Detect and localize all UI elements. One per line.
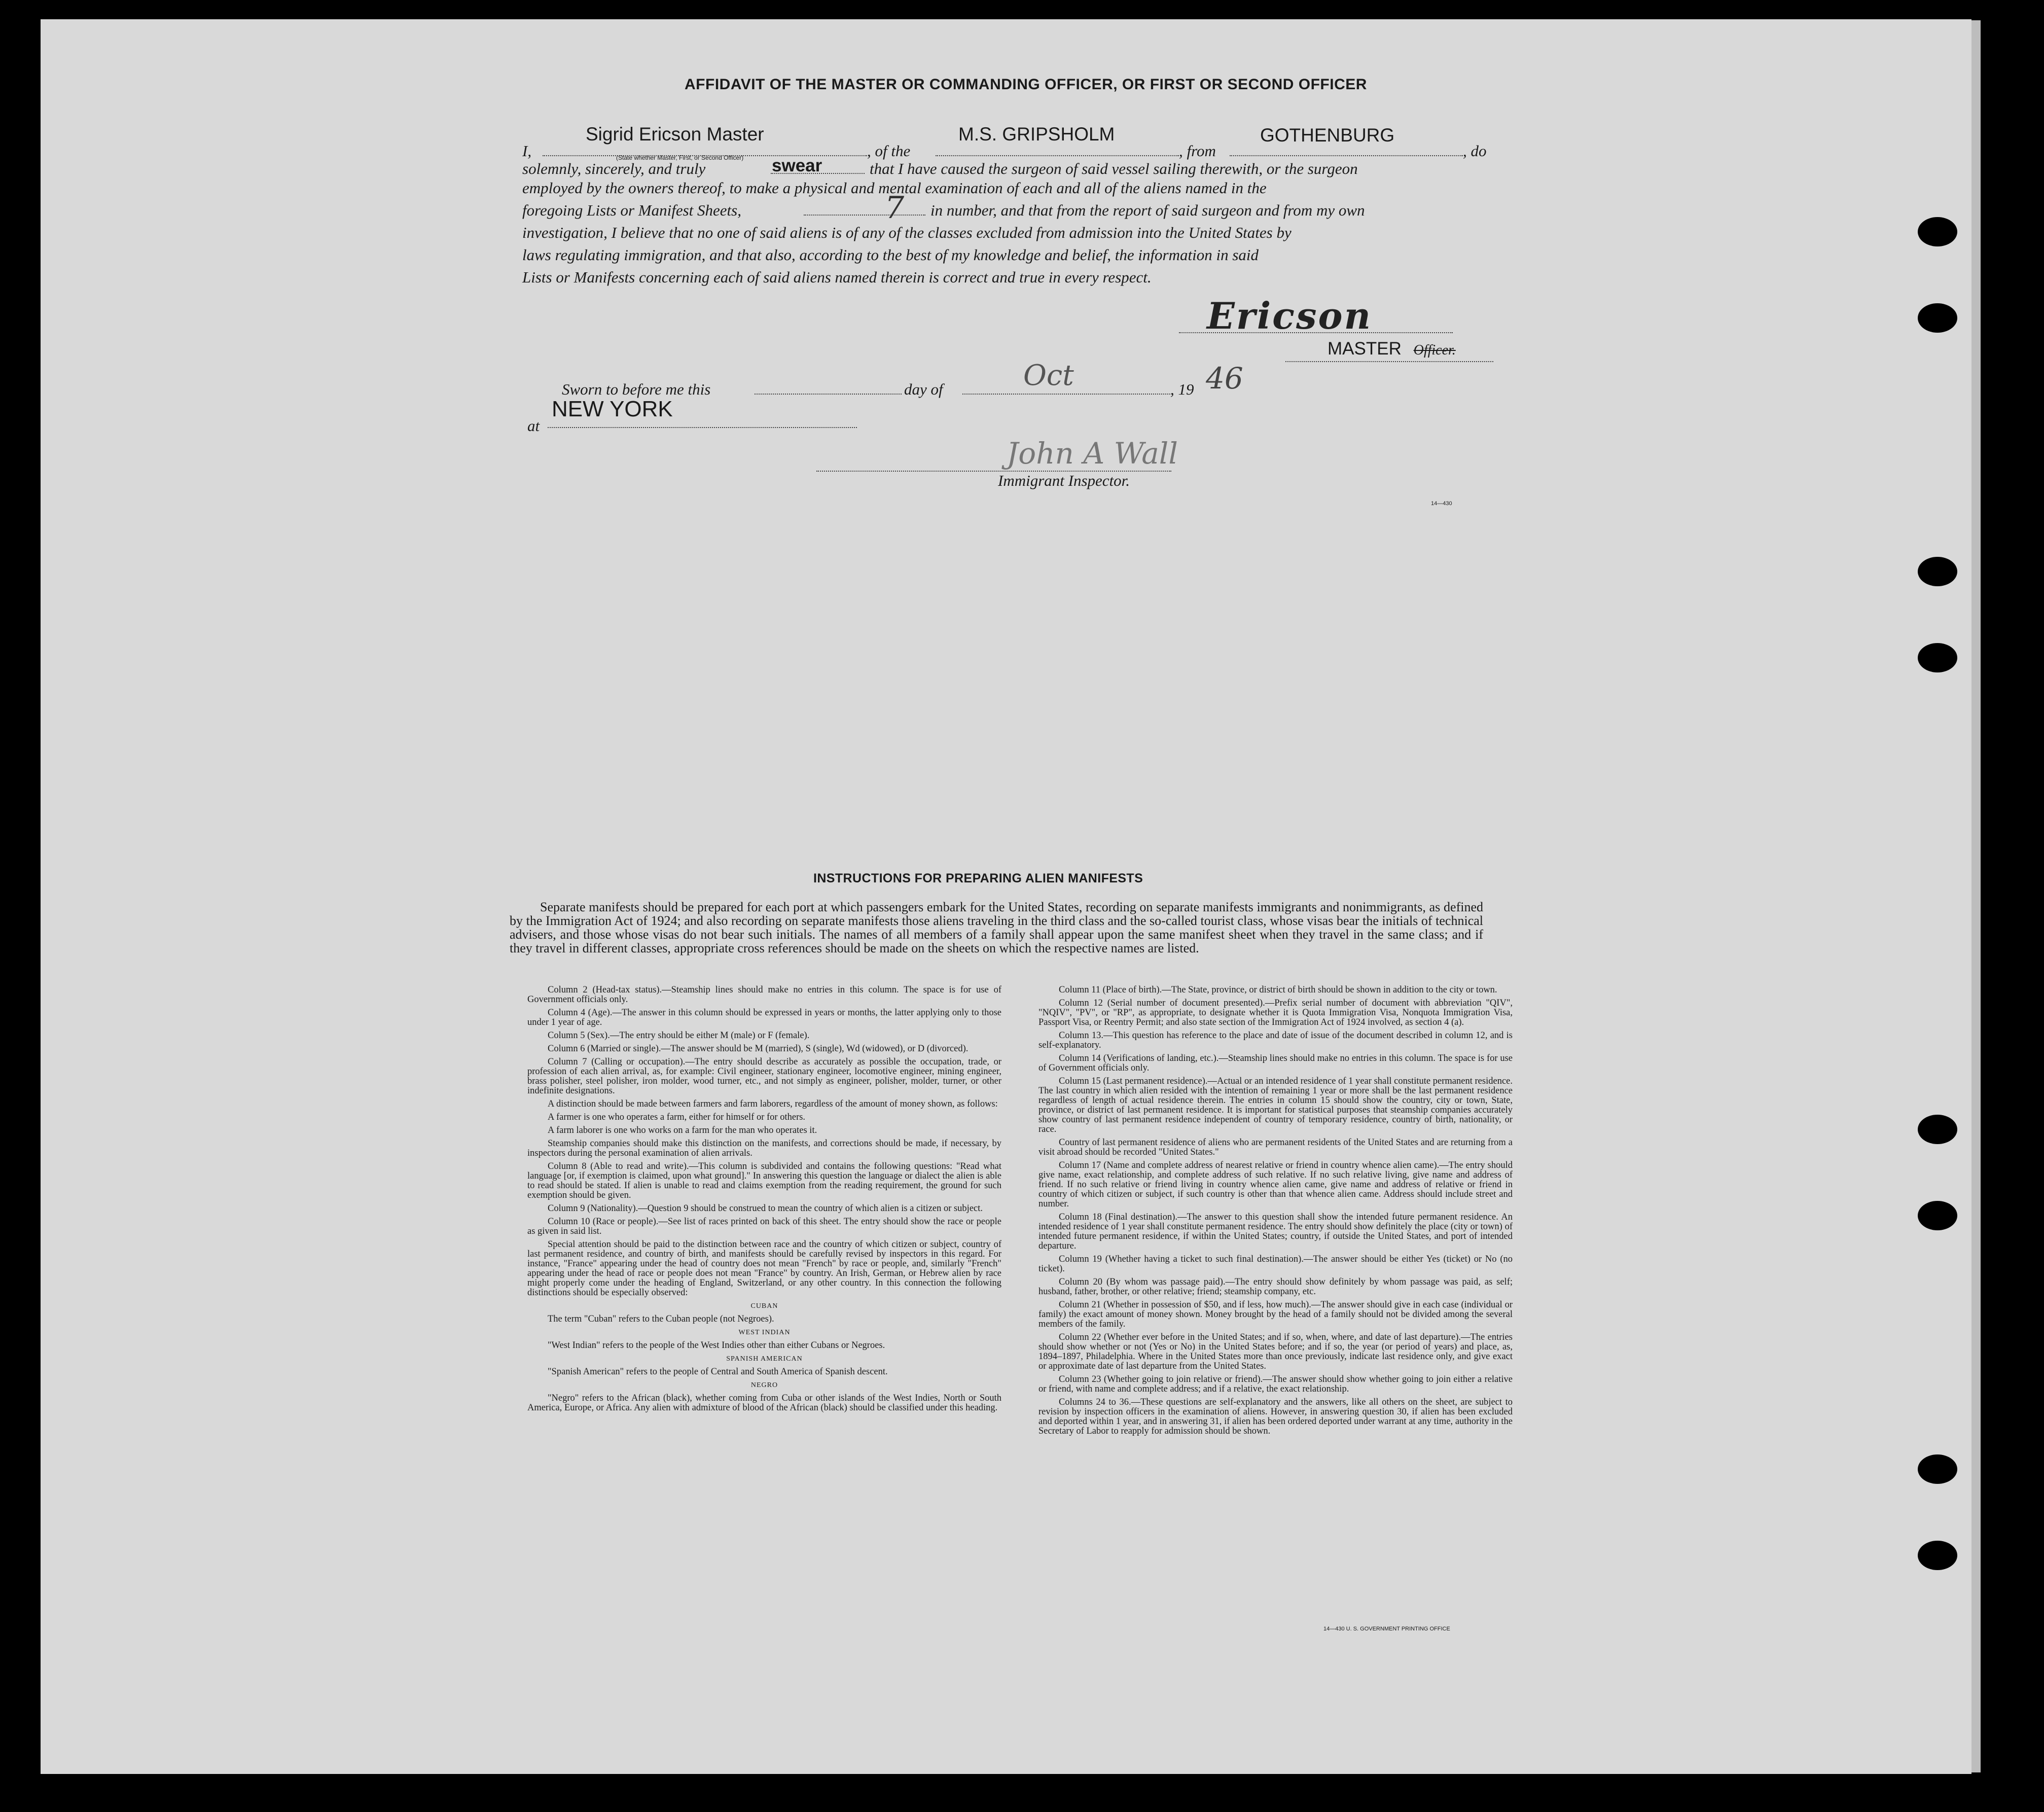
day-of-text: day of [904, 380, 943, 398]
instruction-paragraph: Column 14 (Verifications of landing, etc.).—Steamship lines should make no entries in this column. The space is for use of Government officials only. [1038, 1053, 1513, 1073]
of-the-label: , of the [867, 142, 911, 160]
instruction-paragraph: A farmer is one who operates a farm, either for himself or for others. [548, 1112, 806, 1122]
inspector-title: Immigrant Inspector. [998, 472, 1130, 489]
signature-line [1179, 332, 1453, 333]
affidavit-line-3: employed by the owners thereof, to make a physical and mental examination of each and all of the aliens named in the [522, 179, 1267, 197]
dotted-line [755, 394, 902, 395]
instruction-paragraph: Special attention should be paid to the distinction between race and the country of which citizen or subject, country of last permanent residence, and country of birth, and manifests should be carefully revised by inspectors in this regard. For instance, "France" appearing under the head of country does not mean "French" by race or people, and, similarly "French" appearing under the head of race or people does not mean "France" by country. An Irish, German, or Hebrew alien by race might properly come under the heading of England, Switzerland, or any other country. In this connection the following distinctions should be especially observed: [527, 1239, 1001, 1298]
punch-hole [1918, 1541, 1957, 1570]
instruction-paragraph: A distinction should be made between farmers and farm laborers, regardless of the amount of money shown, as follows: [548, 1099, 998, 1109]
port-of-departure: GOTHENBURG [1260, 125, 1395, 146]
officer-struck: Officer. [1413, 342, 1456, 358]
affidavit-line-5: investigation, I believe that no one of said aliens is of any of the classes excluded from admission into the United States by [522, 224, 1292, 241]
race-definition: "Spanish American" refers to the people of Central and South America of Spanish descent. [548, 1367, 888, 1377]
instruction-paragraph: Column 6 (Married or single).—The answer should be M (married), S (single), Wd (widowed), or D (divorced). [548, 1044, 969, 1054]
at-line [527, 397, 852, 437]
instruction-paragraph: A farm laborer is one who works on a farm for the man who operates it. [548, 1125, 817, 1135]
instruction-paragraph: Column 7 (Calling or occupation).—The entry should describe as accurately as possible the occupation, trade, or profession of each alien arrival, as, for example: Civil engineer, stationary engineer, locomotive engineer, mining engineer, brass polisher, steel polisher, iron molder, wood turner, etc., and not simply as engineer, polisher, molder, turner, or other indefinite designations. [527, 1057, 1001, 1096]
instruction-paragraph: Column 13.—This question has reference to the place and date of issue of the document described in column 12, and is self-explanatory. [1038, 1031, 1513, 1050]
instruction-paragraph: Column 23 (Whether going to join relative or friend).—The answer should show whether going to join either a relative or friend, with name and complete address; and if a relative, the exact relationship. [1038, 1374, 1513, 1394]
instruction-paragraph: Column 4 (Age).—The answer in this column should be expressed in years or months, the latter applying only to those under 1 year of age. [527, 1008, 1001, 1027]
from-label: , from [1179, 142, 1216, 160]
race-heading: CUBAN [750, 1302, 778, 1310]
instruction-paragraph: Columns 24 to 36.—These questions are self-explanatory and the answers, like all others on the sheet, are subject to revision by inspection officers in the examination of aliens. However, in answering question 30, if alien has been excluded and deported within 1 year, and in answering 31, if alien has been ordered deported under warrant at any time, authority in the Secretary of Labor to reapply for admission should be shown. [1038, 1397, 1513, 1436]
instructions-title: INSTRUCTIONS FOR PREPARING ALIEN MANIFESTS [813, 871, 1143, 885]
instruction-paragraph: Column 8 (Able to read and write).—This column is subdivided and contains the following questions: "Read what language [or, if exemption is claimed, upon what ground]." In answering this question the language or dialect the alien is able to read should be stated. If alien is unable to read and claims exemption from the reading requirement, the ground for such exemption should be given. [527, 1161, 1001, 1200]
dotted-line [804, 215, 925, 216]
sworn-year: 46 [1206, 361, 1243, 396]
instruction-paragraph: Column 2 (Head-tax status).—Steamship lines should make no entries in this column. The space is for use of Government officials only. [527, 985, 1001, 1005]
master-signature: Ericson [1207, 294, 1372, 337]
race-heading: WEST INDIAN [738, 1329, 791, 1336]
instruction-paragraph: Steamship companies should make this distinction on the manifests, and corrections should be made, if necessary, by inspectors during the personal examination of alien arrivals. [527, 1139, 1001, 1158]
instruction-paragraph: Column 9 (Nationality).—Question 9 should be construed to mean the country of which alien is a citizen or subject. [548, 1203, 983, 1214]
affidavit-line-4 [522, 190, 1486, 226]
instruction-paragraph: Column 11 (Place of birth).—The State, province, or district of birth should be shown in addition to the city or town. [1059, 985, 1497, 995]
race-definition: "Negro" refers to the African (black), whether coming from Cuba or other islands of the West Indies, North or South America, Europe, or Africa. Any alien with admixture of blood of the African (black) should be classified under this heading. [527, 1393, 1001, 1413]
solemnly-text: solemnly, sincerely, and truly [522, 160, 706, 177]
punch-hole [1918, 643, 1957, 672]
punch-hole [1918, 1454, 1957, 1484]
form-number: 14—430 [1431, 501, 1452, 507]
sworn-text: Sworn to before me this [562, 380, 711, 398]
sworn-month: Oct [1023, 359, 1074, 392]
dotted-line [548, 427, 857, 428]
sheet-edge [1971, 20, 1981, 1772]
instructions-left-column [527, 985, 1001, 1416]
vessel-name: M.S. GRIPSHOLM [958, 124, 1115, 145]
instruction-paragraph: Country of last permanent residence of aliens who are permanent residents of the United States and are returning from a visit abroad should be recorded "United States." [1038, 1138, 1513, 1157]
sworn-place: NEW YORK [552, 397, 673, 421]
instruction-paragraph: Column 20 (By whom was passage paid).—The entry should show definitely by whom passage was paid, as self; husband, father, brother, or other relative; friend; steamship company, etc. [1038, 1277, 1513, 1297]
race-definition: "West Indian" refers to the people of the West Indies other than either Cubans or Negroes. [548, 1340, 885, 1351]
affidavit-title: AFFIDAVIT OF THE MASTER OR COMMANDING OFFICER, OR FIRST OR SECOND OFFICER [685, 76, 1367, 93]
i-label: I, [522, 142, 532, 160]
instruction-paragraph: Column 5 (Sex).—The entry should be either M (male) or F (female). [548, 1031, 810, 1041]
master-title [1328, 339, 1456, 359]
master-label: MASTER [1328, 339, 1402, 359]
punch-hole [1918, 557, 1957, 586]
affidavit-line-1 [522, 124, 1487, 162]
dotted-line [962, 394, 1170, 395]
instruction-paragraph: Column 19 (Whether having a ticket to such final destination).—The answer should be either Yes (ticket) or No (no ticket). [1038, 1254, 1513, 1274]
sheets-count: 7 [885, 190, 905, 226]
inspector-signature: John A Wall [1007, 436, 1178, 471]
instruction-paragraph: Column 15 (Last permanent residence).—Actual or an intended residence of 1 year shall constitute permanent residence. The last country in which alien resided with the intention of remaining 1 year or more shall be the last permanent residence regardless of length of actual residence therein. The entries in column 15 should show the country, city or town, State, province, or district of last permanent residence. It is important for statistical purposes that steamship companies accurately show country of last permanent residence independent of country of temporary residence, country of birth, nationality, or race. [1038, 1076, 1513, 1134]
do-label: , do [1463, 142, 1487, 160]
line-4b-text: in number, and that from the report of said surgeon and from my own [930, 201, 1365, 219]
officer-rank-hint: (State whether Master, First, or Second Officer) [616, 154, 744, 161]
instruction-paragraph: Column 17 (Name and complete address of nearest relative or friend in country whence alien came).—The entry should give name, exact relationship, and complete address of such relative. If no such relative living, give name and address of friend. If no such relative or friend living in country whence alien came, give name and address of relative or friend in country of which citizen or subject, if such country is other than that whence alien came. Address should include street and number. [1038, 1160, 1513, 1209]
punch-hole [1918, 217, 1957, 246]
line-4-text: foregoing Lists or Manifest Sheets, [522, 201, 741, 219]
punch-hole [1918, 303, 1957, 333]
instruction-paragraph: Column 12 (Serial number of document presented).—Prefix serial number of document with abbreviation "QIV", "NQIV", "PV", or "RP", as appropriate, to designate whether it is Quota Immigration Visa, Nonquota Immigration Visa, Passport Visa, or Reentry Permit; and also state section of the Immigration Act of 1924 involved, as section 4 (a). [1038, 998, 1513, 1027]
year-prefix: , 19 [1170, 380, 1194, 398]
race-definition: The term "Cuban" refers to the Cuban people (not Negroes). [548, 1314, 774, 1324]
officer-name: Sigrid Ericson Master [586, 124, 764, 145]
affidavit-line-7: Lists or Manifests concerning each of said aliens named therein is correct and true in every respect. [522, 268, 1152, 286]
instruction-paragraph: Column 10 (Race or people).—See list of races printed on back of this sheet. The entry should show the race or people as given in said list. [527, 1217, 1001, 1236]
instruction-paragraph: Column 21 (Whether in possession of $50, and if less, how much).—The answer should give in each case (individual or family) the exact amount of money shown. Money brought by the head of a family should not be divided among the several members of the family. [1038, 1300, 1513, 1329]
oath-word: swear [772, 156, 822, 175]
dotted-line [936, 155, 1179, 156]
punch-hole [1918, 1115, 1957, 1144]
instruction-paragraph: Column 18 (Final destination).—The answer to this question shall show the intended future permanent residence. An intended residence of 1 year shall constitute permanent residence. The entry should show definitely the place (city or town) of intended future permanent residence, if within the United States; country, if outside the United States, and port of intended departure. [1038, 1212, 1513, 1251]
race-heading: NEGRO [750, 1381, 778, 1389]
instruction-paragraph: Column 22 (Whether ever before in the United States; and if so, when, where, and date of last departure).—The entries should show whether or not (Yes or No) in the United States before; and if so, the year (or period of years) and place, as, 1894–1897, Philadelphia. Where in the United States more than once previously, indicate last residence only, and give exact or approximate date of last departure from the United States. [1038, 1332, 1513, 1371]
instructions-right-column [1038, 985, 1513, 1440]
punch-hole [1918, 1201, 1957, 1230]
race-heading: SPANISH AMERICAN [726, 1355, 803, 1363]
dotted-line [771, 173, 865, 174]
affidavit-line-6: laws regulating immigration, and that also, according to the best of my knowledge and belief, the information in said [522, 246, 1259, 264]
instructions-intro: Separate manifests should be prepared for each port at which passengers embark for the United States, recording on separate manifests immigrants and nonimmigrants, as defined by the Immigration Act of 1924; and also recording on separate manifests those aliens traveling in the third class and the so-called tourist class, whose visas bear the initials of technical advisers, and those whose visas do not bear such initials. The names of all members of a family shall appear upon the same manifest sheet when they travel in the same class; and if they travel in different classes, appropriate cross references should be made on the sheets on which the respective names are listed. [510, 900, 1483, 955]
line-2-text: that I have caused the surgeon of said vessel sailing therewith, or the surgeon [870, 160, 1358, 177]
at-label: at [527, 417, 540, 435]
dotted-line [1230, 155, 1463, 156]
printer-imprint: 14—430 U. S. GOVERNMENT PRINTING OFFICE [1323, 1626, 1450, 1632]
title-line [1285, 361, 1493, 362]
